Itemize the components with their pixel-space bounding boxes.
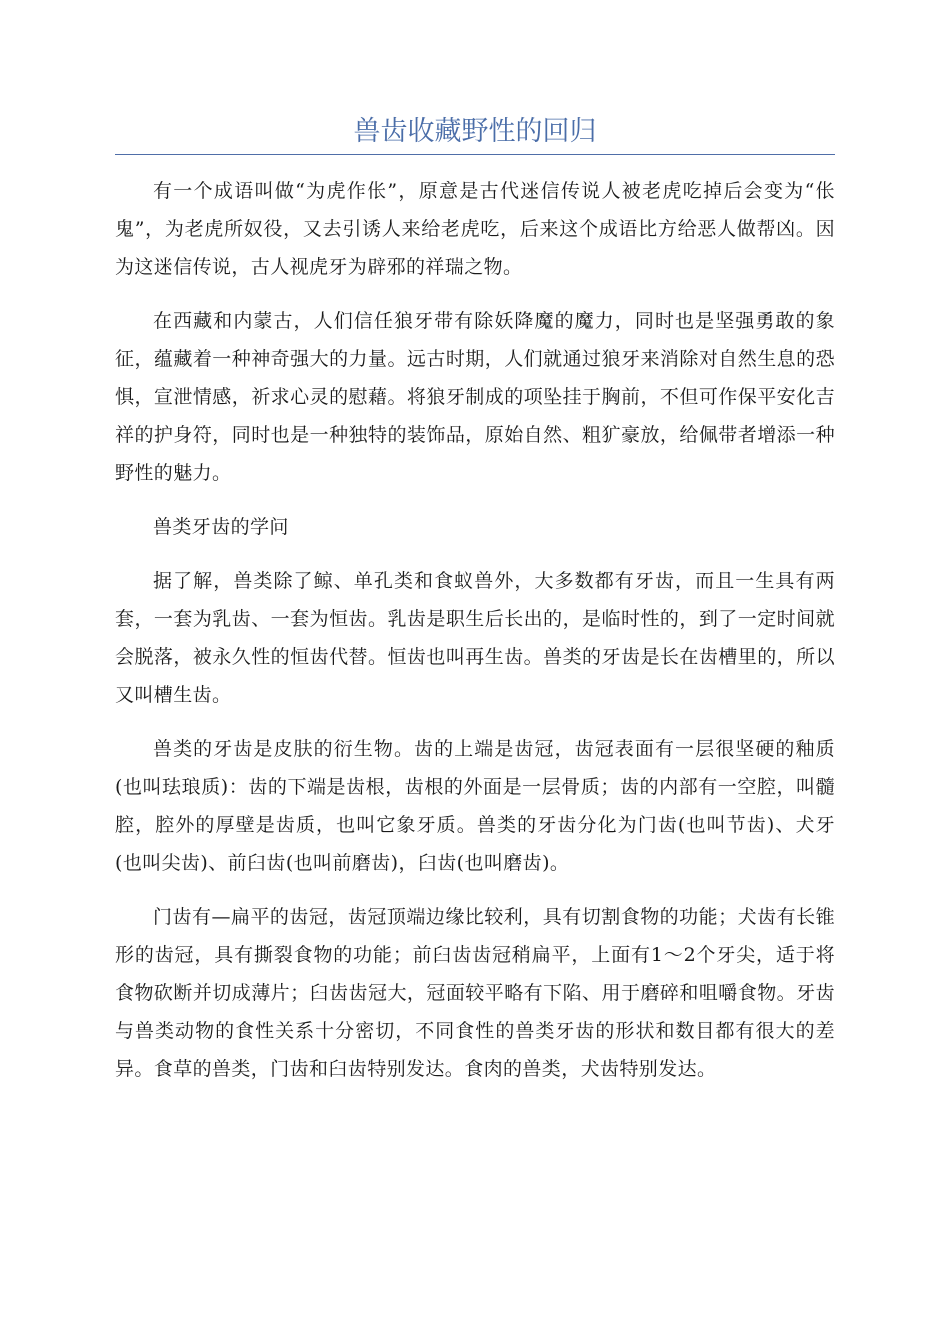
page-title: 兽齿收藏野性的回归 [353,116,597,147]
paragraph-tooth-functions: 门齿有—扁平的齿冠，齿冠顶端边缘比较利，具有切割食物的功能；犬齿有长锥形的齿冠，具有撕裂食物的功能；前臼齿齿冠稍扁平，上面有1～2个牙尖，适于将食物砍断并切成薄片；臼齿齿冠大，冠面较平略有下陷、用于磨碎和咀嚼食物。牙齿与兽类动物的食性关系十分密切，不同食性的兽类牙齿的形状和数目都有很大的差异。食草的兽类，门齿和臼齿特别发达。食肉的兽类，犬齿特别发达。 [115,906,835,1080]
paragraph-tooth-structure: 兽类的牙齿是皮肤的衍生物。齿的上端是齿冠，齿冠表面有一层很坚硬的釉质(也叫珐琅质)：齿的下端是齿根，齿根的外面是一层骨质；齿的内部有一空腔，叫髓腔，腔外的厚壁是齿质，也叫它象牙质。兽类的牙齿分化为门齿(也叫节齿)、犬牙(也叫尖齿)、前臼齿(也叫前磨齿)，臼齿(也叫磨齿)。 [115,738,835,874]
section-heading-teeth: 兽类牙齿的学问 [153,516,289,538]
paragraph-tooth-sets: 据了解，兽类除了鲸、单孔类和食蚁兽外，大多数都有牙齿，而且一生具有两套，一套为乳齿、一套为恒齿。乳齿是职生后长出的，是临时性的，到了一定时间就会脱落，被永久性的恒齿代替。恒齿也叫再生齿。兽类的牙齿是长在齿槽里的，所以又叫槽生齿。 [115,570,835,706]
paragraph-intro-tiger: 有一个成语叫做“为虎作伥”，原意是古代迷信传说人被老虎吃掉后会变为“伥鬼”，为老虎所奴役，又去引诱人来给老虎吃，后来这个成语比方给恶人做帮凶。因为这迷信传说，古人视虎牙为辟邪的祥瑞之物。 [115,180,835,278]
document-body [115,172,835,1104]
title-underline [115,154,835,155]
paragraph-wolf-tooth: 在西藏和内蒙古，人们信任狼牙带有除妖降魔的魔力，同时也是坚强勇敢的象征，蕴藏着一种神奇强大的力量。远古时期，人们就通过狼牙来消除对自然生息的恐惧，宣泄情感，祈求心灵的慰藉。将狼牙制成的项坠挂于胸前，不但可作保平安化吉祥的护身符，同时也是一种独特的装饰品，原始自然、粗犷豪放，给佩带者增添一种野性的魅力。 [115,310,835,484]
